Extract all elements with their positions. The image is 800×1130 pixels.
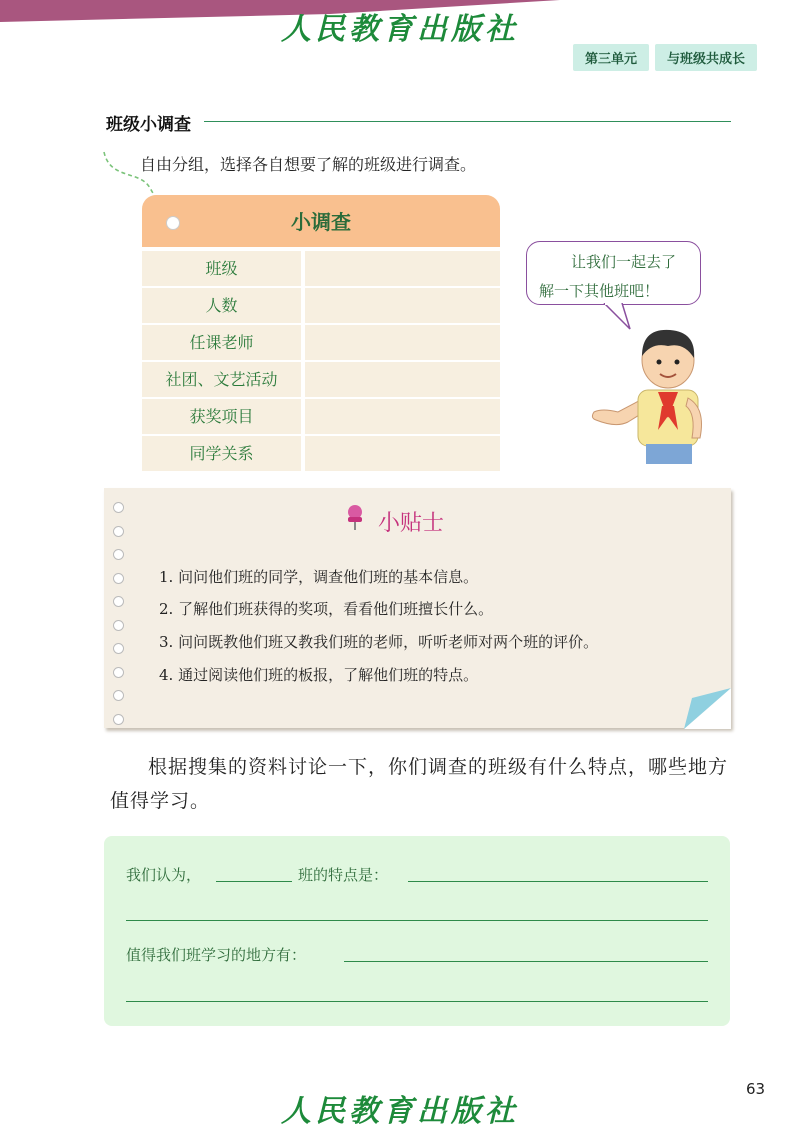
tips-title — [346, 506, 444, 537]
tip-item: 3. 问问既教他们班又教我们班的老师，听听老师对两个班的评价。 — [159, 633, 599, 651]
row-blank-cell[interactable] — [305, 325, 500, 360]
tip-item: 2. 了解他们班获得的奖项，看看他们班擅长什么。 — [159, 600, 494, 618]
speech-line-2: 解一下其他班吧！ — [539, 282, 660, 300]
row-blank-cell[interactable] — [305, 399, 500, 434]
table-row — [142, 325, 500, 360]
features-blank-2[interactable] — [126, 920, 708, 921]
table-row — [142, 436, 500, 471]
learn-points-blank[interactable] — [344, 961, 708, 962]
row-label: 社团、文艺活动 — [142, 362, 301, 397]
features-blank[interactable] — [408, 881, 708, 882]
table-row — [142, 362, 500, 397]
section-title: 班级小调查 — [106, 115, 191, 135]
row-label: 获奖项目 — [142, 399, 301, 434]
unit-label: 第三单元 — [573, 44, 649, 71]
speech-bubble — [526, 241, 701, 305]
unit-title: 与班级共成长 — [655, 44, 757, 71]
survey-table — [142, 195, 500, 473]
table-row — [142, 251, 500, 286]
tips-card — [104, 488, 731, 728]
speech-line-1: 让我们一起去了 — [571, 253, 677, 271]
publisher-logo-top: 人民教育出版社 — [281, 12, 519, 47]
answer-prefix: 我们认为， — [126, 866, 202, 884]
tips-title-text: 小贴士 — [378, 511, 445, 536]
row-blank-cell[interactable] — [305, 436, 500, 471]
row-label: 同学关系 — [142, 436, 301, 471]
row-blank-cell[interactable] — [305, 288, 500, 323]
unit-tags — [573, 44, 757, 71]
answer-second: 值得我们班学习的地方有： — [126, 946, 307, 964]
binder-holes — [113, 502, 124, 737]
page-curl-corner — [684, 688, 732, 730]
tip-item: 4. 通过阅读他们班的板报，了解他们班的特点。 — [159, 666, 479, 684]
learn-points-blank-2[interactable] — [126, 1001, 708, 1002]
page-number: 63 — [746, 1080, 766, 1098]
table-row — [142, 399, 500, 434]
answer-middle: 班的特点是： — [298, 866, 389, 884]
publisher-logo-bottom: 人民教育出版社 — [281, 1094, 519, 1129]
row-blank-cell[interactable] — [305, 251, 500, 286]
discussion-prompt: 根据搜集的资料讨论一下，你们调查的班级有什么特点，哪些地方值得学习。 — [110, 756, 729, 812]
row-label: 班级 — [142, 251, 301, 286]
answer-box — [104, 836, 730, 1026]
table-row — [142, 288, 500, 323]
intro-text: 自由分组，选择各自想要了解的班级进行调查。 — [140, 155, 477, 174]
section-rule — [204, 121, 731, 122]
row-label: 人数 — [142, 288, 301, 323]
tip-item: 1. 问问他们班的同学，调查他们班的基本信息。 — [159, 568, 479, 586]
survey-title: 小调查 — [142, 195, 500, 247]
row-label: 任课老师 — [142, 325, 301, 360]
class-name-blank[interactable] — [216, 881, 292, 882]
row-blank-cell[interactable] — [305, 362, 500, 397]
boy-illustration — [588, 318, 708, 468]
card-hole — [166, 216, 180, 230]
